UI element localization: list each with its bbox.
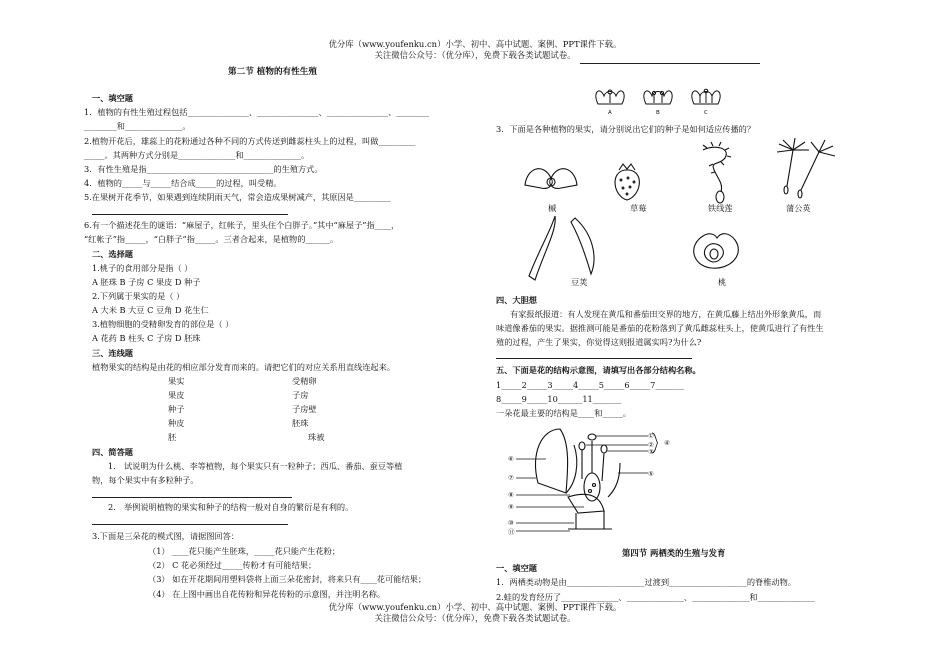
choice-1: 1.桃子的食用部分是指（ ） bbox=[92, 263, 193, 273]
choice-3-options: A 花药 B 柱头 C 子房 D 胚珠 bbox=[92, 333, 201, 343]
match-right-item: 珠被 bbox=[308, 432, 325, 442]
section-4-question-2: 2.蛙的发育经历了______________、______________、______________和______________ bbox=[496, 592, 815, 602]
short-answer-1-line-1: 1． 试说明为什么桃、李等植物，每个果实只有一粒种子；西瓜、番茄、蚕豆等植 bbox=[108, 461, 403, 471]
maple-fruit-image bbox=[525, 169, 577, 189]
flower-structure-diagram bbox=[508, 423, 688, 538]
section-4-title: 第四节 两栖类的生殖与发育 bbox=[622, 548, 726, 558]
question-2-line-1: 2.植物开花后，雄蕊上的花粉通过各种不同的方式传送到雌蕊柱头上的过程，叫做_________ bbox=[84, 136, 416, 146]
heading-fill-blank: 一、填空题 bbox=[92, 93, 133, 103]
choice-1-options: A 胚珠 B 子房 C 果皮 D 种子 bbox=[92, 277, 201, 287]
flower-label: B bbox=[656, 110, 660, 116]
dandelion-fruit-image bbox=[777, 138, 835, 198]
match-left-item: 种皮 bbox=[168, 418, 185, 428]
question-1-line-1: 1．植物的有性生殖过程包括_______________、_______________、_______________、________ bbox=[84, 107, 429, 117]
match-right-item: 子房 bbox=[292, 390, 309, 400]
fruit-label: 草莓 bbox=[630, 203, 647, 213]
footer-line-2: 关注微信公众号：（优分库），免费下载各类试题试卷。 bbox=[374, 613, 576, 623]
flower-label: C bbox=[704, 110, 708, 116]
diagram-label: ⑥ bbox=[508, 455, 514, 463]
footer-line-1: 优分库（www.youfenku.cn）小学、初中、高中试题、案例、PPT课件下载。 bbox=[328, 602, 622, 612]
flower-model-b bbox=[644, 91, 672, 104]
short-answer-1-line-2: 物，每个果实中有多粒种子。 bbox=[92, 475, 199, 485]
bold-thinking-text-1: 有家报纸报道：有人发现在黄瓜和番茄田交界的地方，在黄瓜藤上结出外形象黄瓜，而 bbox=[510, 309, 822, 319]
diagram-label: ⑨ bbox=[508, 503, 514, 511]
fruit-illustrations bbox=[515, 140, 845, 290]
diagram-label: ⑤ bbox=[648, 470, 654, 478]
flower-model-intro: 3.下面是三朵花的模式图，请据图回答： bbox=[92, 531, 239, 541]
section-title: 第二节 植物的有性生殖 bbox=[228, 67, 317, 77]
match-right-item: 受精卵 bbox=[292, 376, 317, 386]
choice-2-options: A 大米 B 大豆 C 豆角 D 花生仁 bbox=[92, 305, 209, 315]
heading-short-answer: 四、简答题 bbox=[92, 447, 133, 457]
sub-question-4: （4） 在上图中画出自花传粉和异花传粉的示意图，并注明名称。 bbox=[148, 589, 386, 599]
flower-model-a bbox=[596, 90, 624, 104]
fruit-label: 桃 bbox=[718, 277, 727, 287]
clematis-fruit-image bbox=[703, 142, 731, 203]
sub-question-1: （1） ____花只能产生胚珠，_____花只能产生花粉； bbox=[148, 546, 341, 556]
diagram-label: ⑦ bbox=[508, 474, 514, 482]
question-6-line-2: “红帐子”指_____，“白胖子”指_____。三者合起来，是植物的______。 bbox=[84, 234, 339, 244]
pea-pod-image bbox=[529, 216, 594, 280]
fruit-question: 3．下面是各种植物的果实，请分别说出它们的种子是如何适应传播的？ bbox=[496, 124, 756, 134]
sub-question-3: （3） 如在开花期间用塑料袋将上面三朵花密封，将来只有____花可能结果； bbox=[148, 574, 427, 584]
section-4-heading-fill-blank: 一、填空题 bbox=[496, 563, 537, 573]
answer-line bbox=[496, 358, 692, 359]
answer-line bbox=[92, 524, 288, 525]
fruit-label: 蒲公英 bbox=[786, 203, 811, 213]
diagram-label: ③ bbox=[648, 448, 654, 456]
structure-blanks-row-1: 1_____2_____3_____4_____5_____6_____7_______ bbox=[496, 380, 684, 390]
match-right-item: 胚珠 bbox=[292, 418, 309, 428]
flower-model-c bbox=[692, 89, 720, 104]
matching-intro: 植物果实的结构是由花的相应部分发育而来的。请把它们的对应关系用直线连起来。 bbox=[92, 362, 395, 372]
question-6-line-1: 6.有一个描述花生的谜语：“麻屋子，红帐子，里头住个白胖子。”其中“麻屋子”指____， bbox=[84, 220, 400, 230]
short-answer-2: 2． 举例说明植物的果实和种子的结构一般对自身的繁衍是有利的。 bbox=[108, 502, 354, 512]
fruit-label: 槭 bbox=[548, 203, 557, 213]
flower-label: A bbox=[608, 110, 612, 116]
answer-line bbox=[92, 214, 288, 215]
heading-flower-structure: 五、下面是花的结构示意图，请填写出各部分结构名称。 bbox=[496, 365, 701, 375]
diagram-label: ① bbox=[648, 432, 654, 440]
diagram-label: ② bbox=[648, 441, 654, 449]
header-line-2: 关注微信公众号：（优分库），免费下载各类试题试卷。 bbox=[374, 50, 576, 60]
heading-matching: 三、连线题 bbox=[92, 348, 133, 358]
peach-image bbox=[694, 234, 739, 268]
choice-3: 3.植物细胞的受精卵发育的部位是（ ） bbox=[92, 319, 234, 329]
bold-thinking-text-3: 殖的过程，产生了果实，你觉得这则报道属实吗?为什么? bbox=[496, 337, 702, 347]
top-rule bbox=[580, 63, 760, 64]
fruit-label: 豆荚 bbox=[571, 277, 588, 287]
strawberry-image bbox=[615, 164, 639, 200]
diagram-label: ⑩ bbox=[508, 519, 514, 527]
answer-line bbox=[92, 497, 292, 498]
match-left-item: 果皮 bbox=[168, 390, 185, 400]
match-left-item: 胚 bbox=[168, 432, 177, 442]
header-line-1: 优分库（www.youfenku.cn）小学、初中、高中试题、案例、PPT课件下载。 bbox=[328, 39, 622, 49]
match-left-item: 果实 bbox=[168, 376, 185, 386]
three-flower-models bbox=[590, 84, 740, 116]
question-1-line-2: ________和______________。 bbox=[84, 121, 191, 131]
question-4: 4．植物的_____与_____结合成_____的过程，叫受精。 bbox=[84, 178, 282, 188]
section-4-question-1: 1．两栖类动物是由___________________过渡到___________________的脊椎动物。 bbox=[496, 577, 796, 587]
fruit-label: 铁线莲 bbox=[708, 203, 733, 213]
heading-choice: 二、选择题 bbox=[92, 249, 133, 259]
structure-blanks-row-2: 8_____9_____10______11_______ bbox=[496, 394, 622, 404]
match-left-item: 种子 bbox=[168, 404, 185, 414]
diagram-label: ⑪ bbox=[508, 528, 515, 536]
match-right-item: 子房壁 bbox=[292, 404, 317, 414]
bold-thinking-text-2: 味道像番茄的果实。据推测可能是番茄的花粉落到了黄瓜雌蕊柱头上，使黄瓜进行了有性生 bbox=[496, 323, 824, 333]
question-5: 5.在果树开花季节，如果遇到连续阴雨天气，常会造成果树减产，其原因是_________ bbox=[84, 192, 391, 202]
structure-blanks-row-3: 一朵花最主要的结构是____和_____。 bbox=[496, 408, 632, 418]
choice-2: 2.下列属于果实的是（ ） bbox=[92, 291, 185, 301]
diagram-label: ④ bbox=[664, 439, 670, 447]
question-2-line-2: _____。其两种方式分别是______________和______________。 bbox=[84, 150, 310, 160]
heading-bold-thinking: 四、大胆想 bbox=[496, 295, 537, 305]
sub-question-2: （2） C 花必须经过_____传粉才有可能结果； bbox=[148, 560, 317, 570]
question-3: 3．有性生殖是指_______________________________的生殖方式。 bbox=[84, 164, 323, 174]
diagram-label: ⑧ bbox=[508, 491, 514, 499]
